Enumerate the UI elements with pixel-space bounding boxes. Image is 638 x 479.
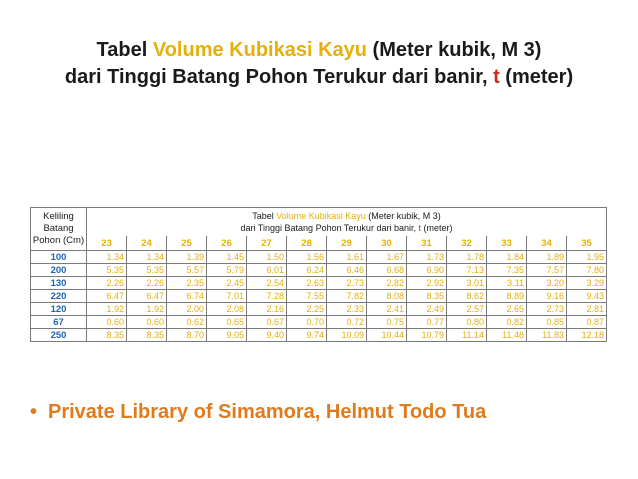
volume-cell: 1.84 [487,251,527,264]
volume-cell: 8.70 [167,329,207,342]
footer-text: Private Library of Simamora, Helmut Todo Tua [48,401,487,423]
heights-row [31,236,607,251]
height-header-cell: 23 [87,236,127,251]
bullet-icon: • [30,401,38,423]
volume-cell: 8.35 [87,329,127,342]
volume-cell: 3.29 [567,277,607,290]
volume-cell: 10.09 [327,329,367,342]
volume-table [30,207,607,342]
volume-cell: 6.01 [247,264,287,277]
volume-cell: 11.48 [487,329,527,342]
height-header-cell: 35 [567,236,607,251]
keliling-header [31,208,87,251]
keliling-line3: Pohon (Cm) [32,235,85,246]
volume-cell: 6.74 [167,290,207,303]
volume-cell: 2.26 [127,277,167,290]
table-row [31,264,607,277]
volume-cell: 1.95 [567,251,607,264]
volume-cell: 2.08 [207,303,247,316]
volume-cell: 9.74 [287,329,327,342]
keliling-line2: Batang [43,223,74,234]
title-highlight: Volume Kubikasi Kayu [152,39,367,61]
volume-cell: 2.54 [247,277,287,290]
volume-cell: 2.81 [567,303,607,316]
volume-cell: 7.13 [447,264,487,277]
table-header-row [31,208,607,237]
keliling-value: 250 [31,329,87,342]
volume-cell: 1.34 [127,251,167,264]
volume-cell: 2.25 [287,303,327,316]
volume-cell: 6.47 [87,290,127,303]
volume-cell: 1.67 [367,251,407,264]
volume-cell: 8.08 [367,290,407,303]
volume-cell: 12.18 [567,329,607,342]
volume-cell: 8.35 [127,329,167,342]
height-header-cell: 31 [407,236,447,251]
volume-cell: 5.79 [207,264,247,277]
height-header-cell: 29 [327,236,367,251]
inner-title-suffix: (Meter kubik, M 3) [365,211,441,221]
volume-cell: 6.46 [327,264,367,277]
volume-cell: 2.35 [167,277,207,290]
volume-cell: 7.28 [247,290,287,303]
height-header-cell: 25 [167,236,207,251]
volume-cell: 1.92 [127,303,167,316]
volume-cell: 3.20 [527,277,567,290]
volume-cell: 0.60 [87,316,127,329]
inner-title-line1 [87,210,606,222]
volume-cell: 2.73 [327,277,367,290]
volume-cell: 2.49 [407,303,447,316]
height-header-cell: 28 [287,236,327,251]
inner-title-prefix: Tabel [252,211,277,221]
volume-cell: 5.35 [127,264,167,277]
title-suffix: (Meter kubik, M 3) [366,39,542,61]
keliling-value: 200 [31,264,87,277]
volume-cell: 7.82 [327,290,367,303]
volume-cell: 0.65 [207,316,247,329]
volume-cell: 5.57 [167,264,207,277]
volume-cell: 2.16 [247,303,287,316]
volume-cell: 2.63 [287,277,327,290]
volume-cell: 6.47 [127,290,167,303]
title-line2-suffix: (meter) [499,66,574,88]
keliling-value: 220 [31,290,87,303]
height-header-cell: 33 [487,236,527,251]
volume-cell: 5.35 [87,264,127,277]
volume-cell: 0.80 [447,316,487,329]
volume-cell: 6.24 [287,264,327,277]
volume-cell: 10.44 [367,329,407,342]
volume-cell: 0.77 [407,316,447,329]
volume-cell: 2.33 [327,303,367,316]
volume-cell: 0.72 [327,316,367,329]
volume-cell: 8.35 [407,290,447,303]
volume-cell: 7.35 [487,264,527,277]
title-t-letter: t [493,66,500,88]
volume-cell: 6.68 [367,264,407,277]
volume-cell: 0.75 [367,316,407,329]
inner-title-line2-suffix: (meter) [420,223,453,233]
keliling-line1: Keliling [43,211,74,222]
volume-cell: 2.92 [407,277,447,290]
table-body [31,251,607,342]
inner-title-t-letter: t [418,223,421,233]
volume-cell: 3.01 [447,277,487,290]
volume-cell: 7.55 [287,290,327,303]
volume-cell: 7.57 [527,264,567,277]
volume-cell: 0.67 [247,316,287,329]
volume-cell: 1.92 [87,303,127,316]
table-row [31,316,607,329]
volume-cell: 2.41 [367,303,407,316]
height-header-cell: 24 [127,236,167,251]
volume-cell: 1.34 [87,251,127,264]
table-row [31,277,607,290]
volume-cell: 11.14 [447,329,487,342]
volume-cell: 3.11 [487,277,527,290]
footer-credit [30,401,486,424]
volume-cell: 2.00 [167,303,207,316]
volume-cell: 2.82 [367,277,407,290]
volume-cell: 1.89 [527,251,567,264]
volume-cell: 1.56 [287,251,327,264]
table-inner-title [87,208,607,237]
volume-cell: 1.50 [247,251,287,264]
volume-cell: 2.45 [207,277,247,290]
volume-cell: 8.89 [487,290,527,303]
volume-cell: 9.16 [527,290,567,303]
height-header-cell: 30 [367,236,407,251]
height-header-cell: 27 [247,236,287,251]
volume-cell: 0.70 [287,316,327,329]
keliling-value: 67 [31,316,87,329]
volume-cell: 8.62 [447,290,487,303]
height-header-cell: 34 [527,236,567,251]
table-row [31,303,607,316]
keliling-value: 130 [31,277,87,290]
height-header-cell: 32 [447,236,487,251]
volume-cell: 1.61 [327,251,367,264]
volume-cell: 6.90 [407,264,447,277]
volume-cell: 1.39 [167,251,207,264]
volume-cell: 0.87 [567,316,607,329]
keliling-value: 120 [31,303,87,316]
inner-title-highlight: Volume Kubikasi Kayu [276,211,366,221]
title-line2-prefix: dari Tinggi Batang Pohon Terukur dari banir, [64,66,494,88]
volume-cell: 1.45 [207,251,247,264]
height-header-cell: 26 [207,236,247,251]
slide-title [0,37,638,91]
title-prefix: Tabel [96,39,153,61]
volume-cell: 0.62 [167,316,207,329]
volume-cell: 7.01 [207,290,247,303]
volume-cell: 10.79 [407,329,447,342]
volume-cell: 0.85 [527,316,567,329]
inner-title-line2-prefix: dari Tinggi Batang Pohon Terukur dari banir, [240,223,419,233]
keliling-value: 100 [31,251,87,264]
volume-cell: 7.80 [567,264,607,277]
table-row [31,290,607,303]
volume-cell: 2.65 [487,303,527,316]
volume-cell: 9.43 [567,290,607,303]
table-row [31,329,607,342]
volume-cell: 2.57 [447,303,487,316]
volume-cell: 9.40 [247,329,287,342]
inner-title-line2 [87,222,606,234]
slide-title-line1 [0,37,638,64]
volume-cell: 0.60 [127,316,167,329]
table-row [31,251,607,264]
volume-cell: 1.78 [447,251,487,264]
volume-cell: 2.73 [527,303,567,316]
slide-title-line2 [0,64,638,91]
volume-cell: 0.82 [487,316,527,329]
volume-cell: 2.26 [87,277,127,290]
volume-cell: 9.05 [207,329,247,342]
volume-cell: 11.83 [527,329,567,342]
volume-cell: 1.73 [407,251,447,264]
